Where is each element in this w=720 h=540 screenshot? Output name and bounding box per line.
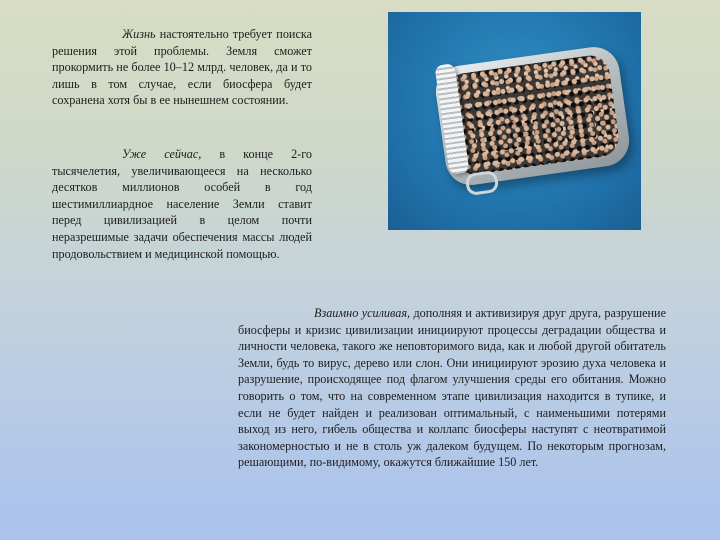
paragraph-text: , в конце 2-го тысячелетия, увеличивающееся на несколько десятков миллионов особей в год шестимиллиардное население Земли ставит перед цивилизацией в целом почти неразрешимые задачи обеспечения массы людей продовольствием и медицинской помощью. xyxy=(52,147,313,261)
can-key-icon xyxy=(465,170,500,196)
paragraph-lead: Жизнь xyxy=(122,27,156,41)
paragraph-life xyxy=(52,26,312,109)
crowd-in-can-photo xyxy=(388,12,641,230)
paragraph-mutually-reinforcing xyxy=(238,305,666,471)
crowd-of-people xyxy=(444,53,622,177)
paragraph-already-now xyxy=(52,146,312,262)
paragraph-lead: Взаимно усиливая xyxy=(314,306,407,320)
paragraph-text: , дополняя и активизируя друг друга, разрушение биосферы и кризис цивилизации инициируют процессы деградации общества и личности человека, такого же неповторимого вида, как и любой другой обитатель Земли, будь то вирус, дерево или слон. Они инициируют эрозию духа человека и разрушение, происходящее под флагом улучшения среды его обитания. Можно говорить о том, что на современном этапе цивилизация находится в тупике, и если не будет найден и реализован оптимальный, с наименьшими потерями выход из него, гибель общества и коллапс биосферы наступят с неотвратимой закономерностью и не в столь уж далеком будущем. По некоторым прогнозам, решающими, по-видимому, окажутся ближайшие 150 лет. xyxy=(238,306,666,470)
paragraph-lead: Уже сейчас xyxy=(122,147,199,161)
paragraph-text: настоятельно требует поиска решения этой проблемы. Земля сможет прокормить не более 10–12 млрд. человек, да и то лишь в том случае, если биосфера будет сохранена хотя бы в ее нынешнем состоянии. xyxy=(52,27,312,108)
